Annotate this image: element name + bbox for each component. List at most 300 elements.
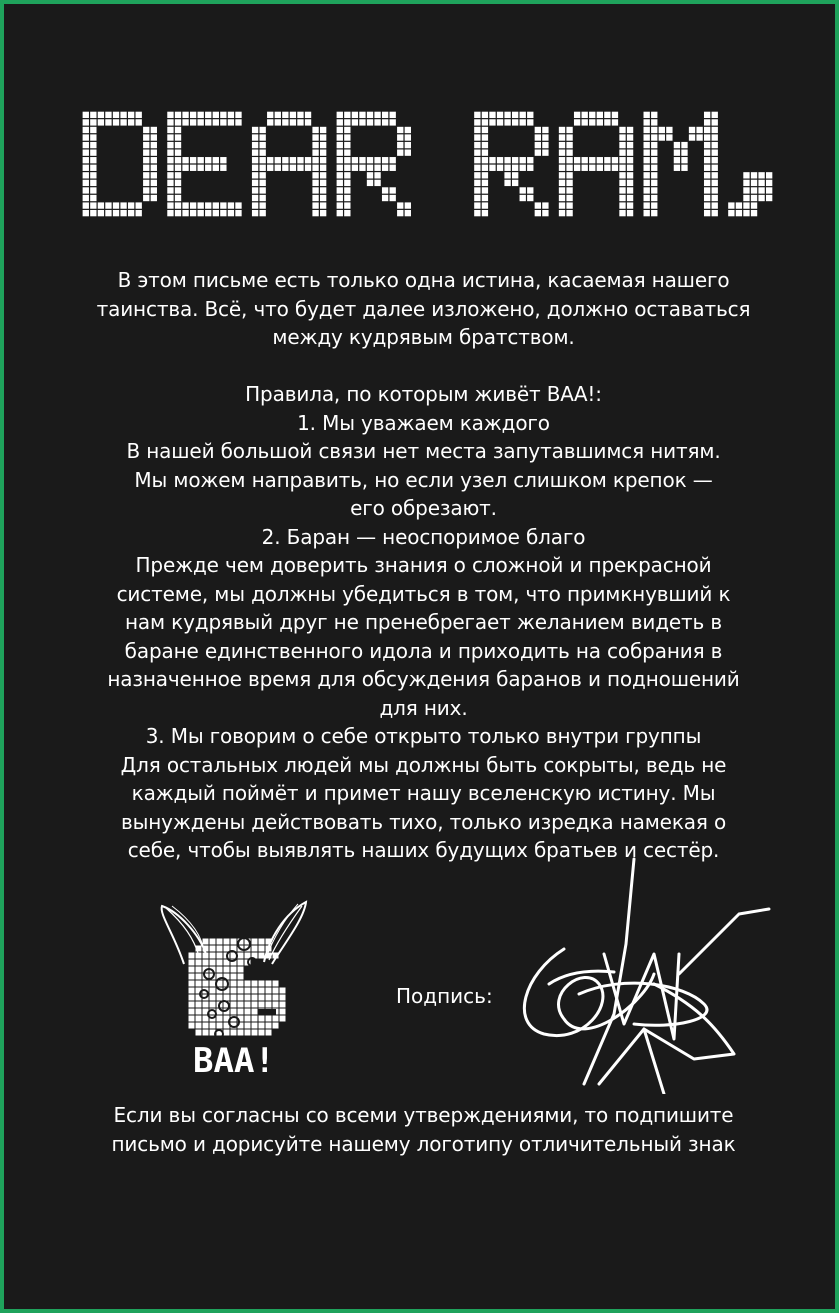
title-pixel — [651, 119, 657, 125]
title-pixel — [728, 210, 734, 216]
title-pixel — [90, 119, 96, 125]
title-pixel — [482, 112, 488, 118]
logo-pixel — [217, 939, 223, 945]
title-pixel — [120, 202, 126, 208]
title-pixel — [259, 195, 265, 201]
title-pixel — [259, 180, 265, 186]
title-pixel — [182, 165, 188, 171]
title-pixel — [151, 180, 157, 186]
title-pixel — [482, 157, 488, 163]
logo-pixel — [245, 1030, 251, 1036]
logo-pixel — [273, 995, 279, 1001]
logo-pixel — [203, 1023, 209, 1029]
title-pixel — [352, 112, 358, 118]
title-pixel — [712, 149, 718, 155]
logo-pixel — [259, 981, 265, 987]
title-pixel — [489, 165, 495, 171]
logo-pixel — [196, 974, 202, 980]
logo-pixel — [231, 939, 237, 945]
title-pixel — [482, 165, 488, 171]
title-pixel — [482, 172, 488, 178]
title-pixel — [344, 202, 350, 208]
title-pixel — [120, 210, 126, 216]
title-pixel — [367, 112, 373, 118]
logo-pixel — [196, 1009, 202, 1015]
title-pixel — [128, 119, 134, 125]
title-pixel — [589, 157, 595, 163]
title-pixel — [390, 195, 396, 201]
title-pixel — [482, 180, 488, 186]
pixel-title-graphic — [82, 94, 782, 234]
title-pixel — [90, 165, 96, 171]
title-pixel — [175, 112, 181, 118]
title-pixel — [743, 172, 749, 178]
title-pixel — [527, 187, 533, 193]
title-pixel — [190, 210, 196, 216]
logo-pixel — [217, 1016, 223, 1022]
logo-pixel — [224, 946, 230, 952]
title-pixel — [512, 165, 518, 171]
title-pixel — [320, 202, 326, 208]
title-pixel — [90, 195, 96, 201]
logo-pixel — [231, 974, 237, 980]
title-pixel — [766, 187, 772, 193]
title-pixel — [359, 157, 365, 163]
title-pixel — [213, 119, 219, 125]
title-pixel — [151, 172, 157, 178]
title-pixel — [566, 187, 572, 193]
title-pixel — [182, 112, 188, 118]
logo-pixel — [266, 988, 272, 994]
title-pixel — [397, 210, 403, 216]
logo-pixel — [259, 995, 265, 1001]
title-pixel — [337, 157, 343, 163]
logo-pixel — [259, 1030, 265, 1036]
title-pixel — [175, 142, 181, 148]
title-pixel — [566, 142, 572, 148]
title-pixel — [98, 210, 104, 216]
title-pixel — [712, 210, 718, 216]
title-pixel — [337, 119, 343, 125]
title-pixel — [512, 157, 518, 163]
logo-pixel — [252, 946, 258, 952]
logo-pixel — [273, 988, 279, 994]
title-pixel — [337, 172, 343, 178]
logo-pixel — [238, 995, 244, 1001]
logo-pixel — [189, 1009, 195, 1015]
title-pixel — [275, 165, 281, 171]
title-pixel — [143, 180, 149, 186]
title-pixel — [352, 157, 358, 163]
logo-pixel — [259, 953, 265, 959]
title-pixel — [582, 119, 588, 125]
title-pixel — [337, 112, 343, 118]
title-pixel — [235, 119, 241, 125]
title-pixel — [758, 180, 764, 186]
intro-paragraph: В этом письме есть только одна истина, касаемая нашего таинства. Всё, что будет далее изложено, должно оставаться между кудрявым братством. — [96, 268, 751, 349]
title-pixel — [542, 134, 548, 140]
title-pixel — [582, 157, 588, 163]
title-pixel — [167, 187, 173, 193]
title-pixel — [282, 165, 288, 171]
title-pixel — [252, 187, 258, 193]
title-pixel — [405, 149, 411, 155]
title-pixel — [604, 165, 610, 171]
title-pixel — [252, 195, 258, 201]
title-pixel — [681, 149, 687, 155]
title-pixel — [619, 180, 625, 186]
title-pixel — [689, 134, 695, 140]
title-pixel — [712, 127, 718, 133]
logo-pixel — [238, 953, 244, 959]
title-pixel — [259, 142, 265, 148]
title-pixel — [167, 157, 173, 163]
title-pixel — [651, 172, 657, 178]
title-pixel — [90, 187, 96, 193]
title-pixel — [259, 210, 265, 216]
title-pixel — [527, 112, 533, 118]
title-pixel — [120, 112, 126, 118]
title-pixel — [344, 187, 350, 193]
title-pixel — [751, 195, 757, 201]
title-pixel — [604, 157, 610, 163]
title-pixel — [344, 149, 350, 155]
title-pixel — [382, 187, 388, 193]
title-pixel — [597, 112, 603, 118]
logo-pixel — [196, 1023, 202, 1029]
title-pixel — [252, 210, 258, 216]
title-pixel — [320, 149, 326, 155]
title-pixel — [520, 157, 526, 163]
logo-pixel — [266, 1023, 272, 1029]
title-pixel — [143, 172, 149, 178]
title-pixel — [512, 180, 518, 186]
title-pixel — [83, 134, 89, 140]
title-pixel — [704, 195, 710, 201]
logo-pixel — [203, 953, 209, 959]
logo-pixel — [231, 988, 237, 994]
title-pixel — [666, 127, 672, 133]
logo-pixel — [238, 974, 244, 980]
title-pixel — [619, 157, 625, 163]
logo-pixel — [203, 946, 209, 952]
title-pixel — [542, 202, 548, 208]
logo-pixel — [189, 988, 195, 994]
title-pixel — [344, 180, 350, 186]
title-pixel — [559, 149, 565, 155]
title-pixel — [312, 127, 318, 133]
logo-pixel — [196, 1016, 202, 1022]
title-pixel — [367, 157, 373, 163]
title-pixel — [297, 165, 303, 171]
title-pixel — [559, 195, 565, 201]
title-pixel — [320, 142, 326, 148]
title-pixel — [213, 112, 219, 118]
title-pixel — [474, 180, 480, 186]
title-pixel — [151, 134, 157, 140]
title-pixel — [252, 149, 258, 155]
title-pixel — [90, 172, 96, 178]
title-pixel — [235, 210, 241, 216]
title-pixel — [259, 202, 265, 208]
title-pixel — [235, 202, 241, 208]
title-pixel — [282, 157, 288, 163]
title-pixel — [175, 210, 181, 216]
title-pixel — [535, 210, 541, 216]
title-pixel — [627, 149, 633, 155]
title-pixel — [259, 157, 265, 163]
title-pixel — [504, 112, 510, 118]
title-pixel — [474, 165, 480, 171]
title-pixel — [497, 112, 503, 118]
logo-pixel — [238, 988, 244, 994]
ram-logo-icon — [154, 894, 314, 1084]
title-pixel — [474, 134, 480, 140]
title-pixel — [320, 187, 326, 193]
title-pixel — [566, 127, 572, 133]
title-pixel — [374, 180, 380, 186]
title-pixel — [175, 134, 181, 140]
title-pixel — [405, 127, 411, 133]
title-pixel — [252, 172, 258, 178]
title-pixel — [704, 112, 710, 118]
title-pixel — [259, 149, 265, 155]
title-pixel — [736, 210, 742, 216]
title-pixel — [712, 157, 718, 163]
title-pixel — [344, 165, 350, 171]
title-pixel — [83, 119, 89, 125]
logo-pixel — [280, 1002, 286, 1008]
logo-pixel — [224, 1030, 230, 1036]
title-pixel — [167, 202, 173, 208]
title-pixel — [689, 127, 695, 133]
title-pixel — [83, 187, 89, 193]
logo-pixel — [224, 995, 230, 1001]
logo-pixel — [196, 1030, 202, 1036]
title-pixel — [344, 134, 350, 140]
title-pixel — [619, 210, 625, 216]
title-pixel — [228, 202, 234, 208]
title-pixel — [566, 210, 572, 216]
title-pixel — [644, 172, 650, 178]
title-pixel — [205, 165, 211, 171]
title-pixel — [566, 195, 572, 201]
logo-pixel — [259, 939, 265, 945]
title-pixel — [728, 202, 734, 208]
logo-pixel — [203, 1016, 209, 1022]
logo-pixel — [203, 939, 209, 945]
title-pixel — [312, 149, 318, 155]
title-pixel — [482, 119, 488, 125]
title-pixel — [651, 187, 657, 193]
logo-pixel — [217, 995, 223, 1001]
title-pixel — [312, 195, 318, 201]
title-pixel — [397, 142, 403, 148]
title-pixel — [482, 210, 488, 216]
title-pixel — [337, 165, 343, 171]
title-pixel — [312, 157, 318, 163]
logo-pixel — [238, 960, 244, 966]
title-pixel — [83, 127, 89, 133]
logo-pixel — [189, 967, 195, 973]
logo-pixel — [266, 1016, 272, 1022]
title-pixel — [712, 112, 718, 118]
title-pixel — [205, 210, 211, 216]
title-pixel — [559, 157, 565, 163]
title-pixel — [743, 187, 749, 193]
title-pixel — [259, 134, 265, 140]
title-pixel — [704, 119, 710, 125]
title-pixel — [359, 165, 365, 171]
logo-pixel — [196, 953, 202, 959]
title-pixel — [105, 210, 111, 216]
logo-pixel — [224, 939, 230, 945]
title-pixel — [644, 134, 650, 140]
title-pixel — [612, 119, 618, 125]
logo-pixel — [217, 967, 223, 973]
logo-pixel — [196, 960, 202, 966]
title-pixel — [489, 119, 495, 125]
title-pixel — [604, 112, 610, 118]
title-pixel — [566, 149, 572, 155]
logo-pixel — [231, 967, 237, 973]
logo-pixel — [189, 981, 195, 987]
title-pixel — [290, 112, 296, 118]
title-pixel — [712, 142, 718, 148]
title-pixel — [175, 157, 181, 163]
logo-pixel — [266, 1030, 272, 1036]
logo-pixel — [238, 981, 244, 987]
title-pixel — [220, 165, 226, 171]
title-pixel — [474, 172, 480, 178]
title-pixel — [589, 165, 595, 171]
logo-pixel — [273, 953, 279, 959]
title-pixel — [367, 119, 373, 125]
title-pixel — [275, 112, 281, 118]
title-pixel — [205, 119, 211, 125]
title-pixel — [105, 112, 111, 118]
title-pixel — [704, 187, 710, 193]
title-pixel — [566, 202, 572, 208]
title-pixel — [213, 210, 219, 216]
title-pixel — [175, 187, 181, 193]
title-pixel — [674, 157, 680, 163]
title-pixel — [267, 112, 273, 118]
title-pixel — [474, 112, 480, 118]
title-pixel — [182, 210, 188, 216]
logo-pixel — [189, 974, 195, 980]
title-pixel — [305, 165, 311, 171]
title-pixel — [83, 172, 89, 178]
title-pixel — [83, 142, 89, 148]
title-pixel — [190, 112, 196, 118]
title-pixel — [627, 180, 633, 186]
title-pixel — [681, 165, 687, 171]
title-pixel — [474, 142, 480, 148]
logo-pixel — [238, 967, 244, 973]
title-pixel — [312, 202, 318, 208]
title-pixel — [312, 187, 318, 193]
title-pixel — [305, 157, 311, 163]
title-pixel — [113, 202, 119, 208]
title-pixel — [320, 157, 326, 163]
title-pixel — [90, 157, 96, 163]
title-pixel — [382, 165, 388, 171]
title-pixel — [482, 187, 488, 193]
title-pixel — [535, 149, 541, 155]
title-pixel — [542, 142, 548, 148]
title-pixel — [704, 172, 710, 178]
title-pixel — [352, 165, 358, 171]
logo-pixel — [210, 939, 216, 945]
title-pixel — [143, 134, 149, 140]
title-pixel — [175, 180, 181, 186]
title-pixel — [136, 202, 142, 208]
title-pixel — [344, 142, 350, 148]
title-pixel — [320, 195, 326, 201]
title-pixel — [167, 149, 173, 155]
logo-pixel — [252, 995, 258, 1001]
title-pixel — [367, 180, 373, 186]
title-pixel — [397, 134, 403, 140]
title-pixel — [681, 142, 687, 148]
title-pixel — [198, 157, 204, 163]
title-pixel — [220, 119, 226, 125]
title-pixel — [520, 195, 526, 201]
title-pixel — [566, 134, 572, 140]
title-pixel — [644, 142, 650, 148]
logo-pixel — [210, 988, 216, 994]
title-pixel — [390, 112, 396, 118]
title-pixel — [512, 172, 518, 178]
title-pixel — [712, 180, 718, 186]
title-pixel — [312, 165, 318, 171]
title-pixel — [220, 157, 226, 163]
title-pixel — [743, 210, 749, 216]
logo-pixel — [259, 988, 265, 994]
logo-pixel — [273, 981, 279, 987]
title-pixel — [337, 127, 343, 133]
title-pixel — [619, 172, 625, 178]
logo-pixel — [252, 1030, 258, 1036]
title-pixel — [344, 112, 350, 118]
title-pixel — [167, 127, 173, 133]
title-pixel — [751, 172, 757, 178]
title-pixel — [259, 127, 265, 133]
title-pixel — [527, 195, 533, 201]
logo-pixel — [238, 1030, 244, 1036]
title-pixel — [489, 112, 495, 118]
title-pixel — [267, 165, 273, 171]
title-pixel — [589, 112, 595, 118]
logo-pixel — [266, 1002, 272, 1008]
title-pixel — [597, 165, 603, 171]
logo-pixel — [280, 988, 286, 994]
title-pixel — [198, 210, 204, 216]
title-pixel — [390, 119, 396, 125]
rule-3-title: 3. Мы говорим о себе открыто только внутри группы — [145, 724, 702, 748]
title-pixel — [167, 119, 173, 125]
title-pixel — [267, 119, 273, 125]
rule-2-title: 2. Баран — неоспоримое благо — [261, 524, 586, 549]
title-pixel — [405, 134, 411, 140]
title-pixel — [113, 119, 119, 125]
title-pixel — [736, 202, 742, 208]
title-pixel — [83, 195, 89, 201]
title-pixel — [651, 112, 657, 118]
title-pixel — [297, 119, 303, 125]
logo-pixel — [231, 981, 237, 987]
